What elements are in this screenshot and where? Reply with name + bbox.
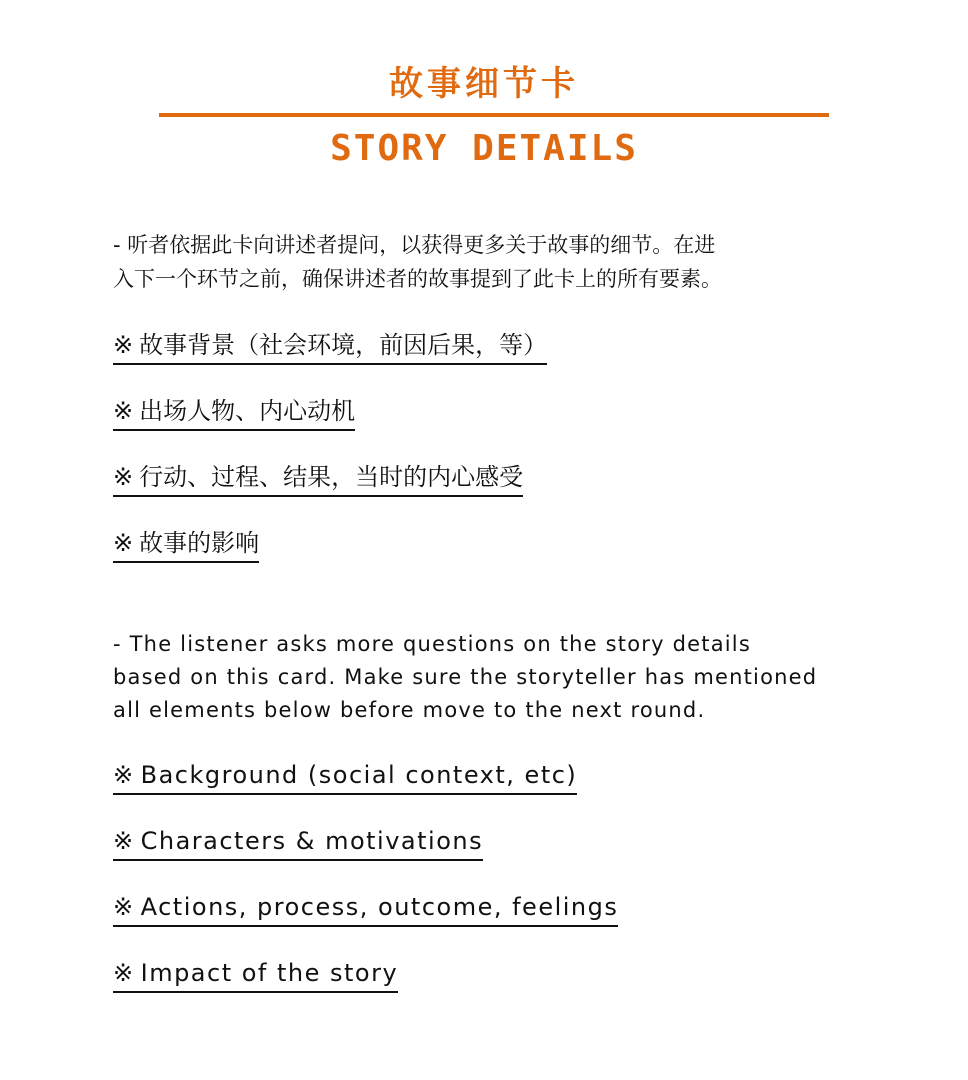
english-intro xyxy=(113,628,933,727)
element-text: Background (social context, etc) xyxy=(140,761,578,789)
element-text: 故事的影响 xyxy=(139,529,260,557)
list-item xyxy=(113,824,913,890)
title-english: STORY DETAILS xyxy=(330,128,638,169)
element-text: Actions, process, outcome, feelings xyxy=(140,893,619,921)
reference-mark-icon: ※ xyxy=(113,893,135,921)
list-item xyxy=(113,526,913,592)
element-text: 出场人物、内心动机 xyxy=(139,397,356,425)
list-item xyxy=(113,328,913,394)
list-item xyxy=(113,394,913,460)
chinese-element-list xyxy=(113,328,913,592)
element-label xyxy=(113,328,547,365)
list-item xyxy=(113,758,913,824)
element-text: 行动、过程、结果，当时的内心感受 xyxy=(139,463,524,491)
reference-mark-icon: ※ xyxy=(113,827,135,855)
list-item xyxy=(113,890,913,956)
element-text: Characters & motivations xyxy=(140,827,484,855)
element-text: Impact of the story xyxy=(140,959,399,987)
english-intro-line-3: all elements below before move to the next round. xyxy=(113,698,706,722)
element-label xyxy=(113,394,355,431)
list-item xyxy=(113,460,913,526)
reference-mark-icon: ※ xyxy=(113,463,134,491)
element-label xyxy=(113,526,259,563)
reference-mark-icon: ※ xyxy=(113,959,135,987)
element-text: 故事背景（社会环境，前因后果，等） xyxy=(139,331,548,359)
element-label xyxy=(113,890,618,927)
element-label xyxy=(113,758,577,795)
chinese-intro-line-1: - 听者依据此卡向讲述者提问，以获得更多关于故事的细节。在进 xyxy=(113,233,716,257)
title-chinese: 故事细节卡 xyxy=(389,64,579,104)
english-intro-line-1: - The listener asks more questions on the story details xyxy=(113,632,751,656)
title-divider xyxy=(159,113,829,117)
reference-mark-icon: ※ xyxy=(113,331,134,359)
english-intro-line-2: based on this card. Make sure the storyteller has mentioned xyxy=(113,665,818,689)
reference-mark-icon: ※ xyxy=(113,397,134,425)
list-item xyxy=(113,956,913,1022)
english-element-list xyxy=(113,758,913,1022)
card-header xyxy=(0,58,968,177)
element-label xyxy=(113,460,523,497)
reference-mark-icon: ※ xyxy=(113,529,134,557)
chinese-intro xyxy=(113,228,913,296)
element-label xyxy=(113,956,398,993)
reference-mark-icon: ※ xyxy=(113,761,135,789)
chinese-intro-line-2: 入下一个环节之前，确保讲述者的故事提到了此卡上的所有要素。 xyxy=(113,267,722,291)
element-label xyxy=(113,824,483,861)
